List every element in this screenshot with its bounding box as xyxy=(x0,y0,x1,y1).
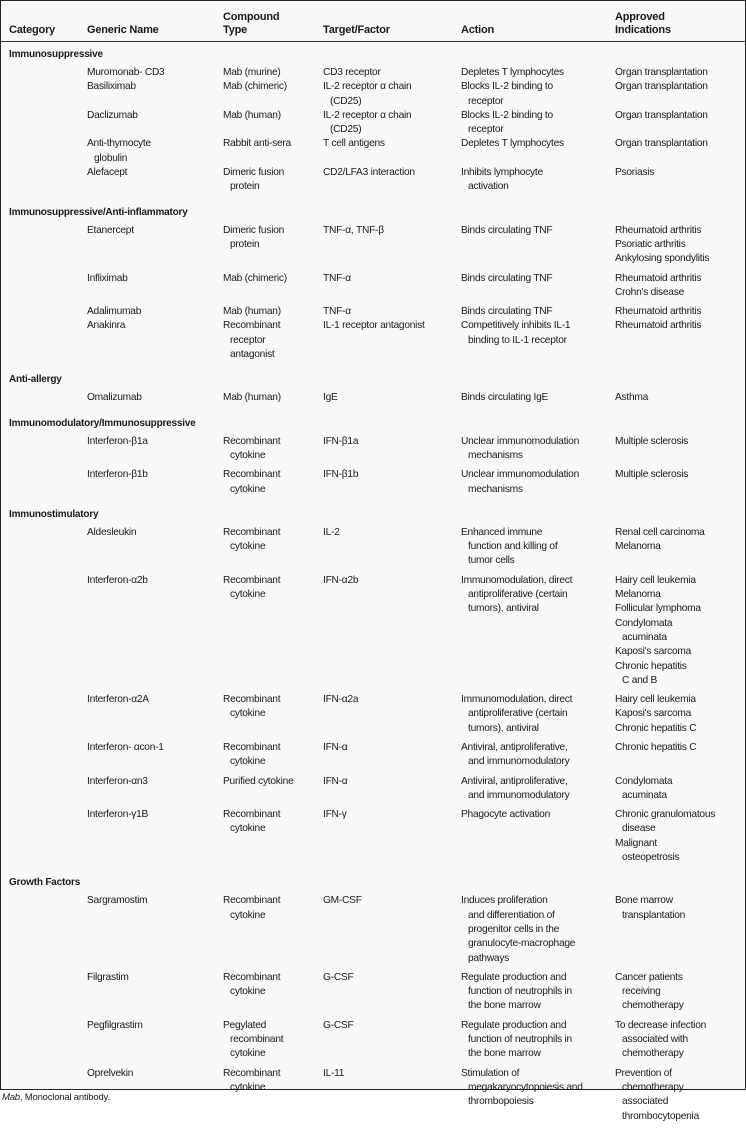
table-row xyxy=(1,66,745,80)
compound-type-cell: Recombinant cytokine xyxy=(223,574,281,601)
table-row xyxy=(1,319,745,367)
generic-name-cell: Interferon-α2A xyxy=(87,694,149,706)
table-row xyxy=(1,166,745,200)
category-cell xyxy=(9,741,87,770)
compound-type-cell: Pegylated recombinant cytokine xyxy=(223,1019,284,1060)
action-cell: Binds circulating TNF xyxy=(461,306,553,318)
category-cell xyxy=(9,775,87,804)
compound-type-cell: Recombinant cytokine xyxy=(223,469,281,495)
compound-type-cell: Mab (chimeric) xyxy=(223,272,287,284)
header-target-factor: Target/Factor xyxy=(323,24,390,36)
indication-item: Hairy cell leukemia xyxy=(615,574,696,586)
indication-item: Asthma xyxy=(615,392,649,404)
target-cell: CD2/LFA3 interaction xyxy=(323,167,415,179)
indication-item: Melanoma xyxy=(615,541,661,553)
compound-type-cell: Mab (murine) xyxy=(223,67,281,78)
generic-name-cell: Anti-thymocyte globulin xyxy=(87,138,151,164)
indications-cell xyxy=(615,971,745,1014)
action-cell: Blocks IL-2 binding to receptor xyxy=(461,81,553,107)
indications-cell xyxy=(615,775,745,804)
indication-item: Condylomata acuminata xyxy=(615,617,673,643)
generic-name-cell: Etanercept xyxy=(87,224,134,236)
indication-item: Follicular lymphoma xyxy=(615,603,701,615)
action-cell: Binds circulating TNF xyxy=(461,224,553,236)
category-cell xyxy=(9,468,87,497)
indications-cell xyxy=(615,741,745,770)
compound-type-cell: Dimeric fusion protein xyxy=(223,224,285,250)
action-cell: Induces proliferation and differentiation of progenitor cells in the granulocyte-macrophage pathways xyxy=(461,895,576,964)
target-cell: IL-1 receptor antagonist xyxy=(323,320,425,332)
table-row xyxy=(1,971,745,1019)
indications-cell xyxy=(615,894,745,965)
target-cell: GM-CSF xyxy=(323,895,362,907)
compound-type-cell: Mab (human) xyxy=(223,306,281,318)
indication-item: Chronic granulomatous disease xyxy=(615,809,716,835)
action-cell: Unclear immunomodulation mechanisms xyxy=(461,435,580,461)
compound-type-cell: Dimeric fusion protein xyxy=(223,167,285,193)
header-generic-name: Generic Name xyxy=(87,24,159,36)
action-cell: Antiviral, antiproliferative, and immunomodulatory xyxy=(461,775,570,801)
compound-type-cell: Mab (chimeric) xyxy=(223,81,287,93)
indication-item: Rheumatoid arthritis xyxy=(615,306,702,318)
compound-type-cell: Recombinant cytokine xyxy=(223,1067,281,1093)
table-row xyxy=(1,775,745,809)
target-cell: IFN-γ xyxy=(323,809,347,821)
compound-type-cell: Mab (human) xyxy=(223,109,281,121)
category-cell xyxy=(9,574,87,688)
indication-item: Cancer patients receiving chemotherapy xyxy=(615,971,684,1012)
indication-item: Organ transplantation xyxy=(615,138,708,150)
target-cell: IFN-α2a xyxy=(323,694,359,706)
indication-item: Bone marrow transplantation xyxy=(615,895,686,921)
target-cell: IFN-α xyxy=(323,775,348,787)
category-cell xyxy=(9,894,87,965)
indication-item: Chronic hepatitis C xyxy=(615,722,697,734)
header-approved-indications: Approved Indications xyxy=(615,11,671,36)
category-cell xyxy=(9,66,87,80)
footnote-abbr: Mab xyxy=(2,1092,20,1103)
target-cell: IFN-β1b xyxy=(323,469,359,481)
category-cell xyxy=(9,224,87,267)
generic-name-cell: Basiliximab xyxy=(87,81,136,93)
action-cell: Binds circulating IgE xyxy=(461,392,549,404)
generic-name-cell: Anakinra xyxy=(87,320,126,332)
indications-cell xyxy=(615,319,745,362)
compound-type-cell: Mab (human) xyxy=(223,392,281,404)
category-cell xyxy=(9,166,87,195)
table-row xyxy=(1,137,745,166)
indication-item: To decrease infection associated with chemotherapy xyxy=(615,1019,707,1060)
table-body xyxy=(1,42,745,1129)
category-cell xyxy=(9,391,87,405)
action-cell: Binds circulating TNF xyxy=(461,272,553,284)
indications-cell xyxy=(615,166,745,195)
generic-name-cell: Omalizumab xyxy=(87,392,142,404)
indications-cell xyxy=(615,1019,745,1062)
indication-item: Organ transplantation xyxy=(615,109,708,121)
category-cell xyxy=(9,1019,87,1062)
category-cell xyxy=(9,693,87,736)
indication-item: Rheumatoid arthritis xyxy=(615,224,702,236)
target-cell: TNF-α xyxy=(323,272,351,284)
table-row xyxy=(1,1019,745,1067)
category-cell xyxy=(9,109,87,138)
indications-cell xyxy=(615,574,745,688)
indications-cell xyxy=(615,224,745,267)
compound-type-cell: Recombinant cytokine xyxy=(223,694,281,720)
table-row xyxy=(1,391,745,410)
category-cell xyxy=(9,808,87,865)
compound-type-cell: Recombinant cytokine xyxy=(223,809,281,835)
compound-type-cell: Recombinant cytokine xyxy=(223,895,281,921)
compound-type-cell: Rabbit anti-sera xyxy=(223,138,291,150)
indications-cell xyxy=(615,391,745,405)
indication-item: Rheumatoid arthritis xyxy=(615,272,702,284)
generic-name-cell: Aldesleukin xyxy=(87,526,137,538)
category-cell xyxy=(9,137,87,166)
indication-item: Renal cell carcinoma xyxy=(615,526,705,538)
indications-cell xyxy=(615,468,745,497)
table-row xyxy=(1,526,745,574)
target-cell: IFN-α2b xyxy=(323,574,359,586)
indication-item: Crohn's disease xyxy=(615,286,684,298)
indications-cell xyxy=(615,808,745,865)
target-cell: G-CSF xyxy=(323,971,354,983)
indication-item: Kaposi's sarcoma xyxy=(615,646,692,658)
header-action: Action xyxy=(461,24,495,36)
action-cell: Immunomodulation, direct antiproliferative (certain tumors), antiviral xyxy=(461,574,573,615)
table-row xyxy=(1,693,745,741)
action-cell: Phagocyte activation xyxy=(461,809,551,821)
section-heading: Growth Factors xyxy=(9,877,81,889)
compound-type-cell: Recombinant receptor antagonist xyxy=(223,320,281,361)
generic-name-cell: Daclizumab xyxy=(87,109,138,121)
indication-item: Hairy cell leukemia xyxy=(615,694,696,706)
generic-name-cell: Adalimumab xyxy=(87,306,142,318)
indication-item: Rheumatoid arthritis xyxy=(615,320,702,332)
target-cell: IL-11 xyxy=(323,1067,345,1079)
generic-name-cell: Infliximab xyxy=(87,272,128,284)
target-cell: T cell antigens xyxy=(323,138,385,150)
header-compound-type: Compound Type xyxy=(223,11,280,36)
table-row xyxy=(1,741,745,775)
action-cell: Regulate production and function of neutrophils in the bone marrow xyxy=(461,1019,572,1060)
table-row xyxy=(1,305,745,319)
indications-cell xyxy=(615,435,745,464)
indication-item: Melanoma xyxy=(615,589,661,601)
indication-item: Chronic hepatitis C xyxy=(615,741,697,753)
indications-cell xyxy=(615,272,745,301)
action-cell: Depletes T lymphocytes xyxy=(461,138,564,150)
generic-name-cell: Interferon-β1b xyxy=(87,469,148,481)
generic-name-cell: Interferon-γ1B xyxy=(87,809,149,821)
section-heading: Immunomodulatory/Immunosuppressive xyxy=(9,417,196,429)
generic-name-cell: Interferon-αn3 xyxy=(87,775,148,787)
compound-type-cell: Recombinant cytokine xyxy=(223,435,281,461)
table-row xyxy=(1,272,745,306)
indications-cell xyxy=(615,137,745,166)
category-cell xyxy=(9,435,87,464)
footnote xyxy=(2,1092,110,1103)
indication-item: Multiple sclerosis xyxy=(615,469,689,481)
generic-name-cell: Muromonab- CD3 xyxy=(87,67,165,78)
section-heading: Immunosuppressive/Anti-inflammatory xyxy=(9,206,188,218)
generic-name-cell: Filgrastim xyxy=(87,971,129,983)
action-cell: Depletes T lymphocytes xyxy=(461,67,564,78)
action-cell: Antiviral, antiproliferative, and immunomodulatory xyxy=(461,741,570,768)
table-row xyxy=(1,808,745,870)
indications-cell xyxy=(615,80,745,109)
indication-item: Chronic hepatitis C and B xyxy=(615,660,687,686)
generic-name-cell: Oprelvekin xyxy=(87,1067,134,1079)
indication-item: Ankylosing spondylitis xyxy=(615,253,710,265)
section-heading: Anti-allergy xyxy=(9,374,62,386)
table-row xyxy=(1,468,745,502)
target-cell: IFN-α xyxy=(323,741,348,753)
action-cell: Enhanced immune function and killing of tumor cells xyxy=(461,526,558,567)
footnote-text: , Monoclonal antibody. xyxy=(19,1092,110,1103)
indications-cell xyxy=(615,1067,745,1124)
target-cell: IL-2 receptor α chain (CD25) xyxy=(323,109,412,136)
compound-type-cell: Recombinant cytokine xyxy=(223,971,281,998)
category-cell xyxy=(9,80,87,109)
indication-item: Malignant osteopetrosis xyxy=(615,837,680,864)
table-row xyxy=(1,894,745,970)
indication-item: Organ transplantation xyxy=(615,67,708,78)
action-cell: Competitively inhibits IL-1 binding to IL-1 receptor xyxy=(461,320,571,346)
indication-item: Organ transplantation xyxy=(615,81,708,93)
generic-name-cell: Interferon-α2b xyxy=(87,574,148,586)
action-cell: Blocks IL-2 binding to receptor xyxy=(461,109,553,136)
target-cell: IL-2 receptor α chain (CD25) xyxy=(323,81,412,107)
generic-name-cell: Pegfilgrastim xyxy=(87,1019,143,1031)
category-cell xyxy=(9,526,87,569)
action-cell: Inhibits lymphocyte activation xyxy=(461,167,543,193)
category-cell xyxy=(9,272,87,301)
action-cell: Regulate production and function of neutrophils in the bone marrow xyxy=(461,971,572,1012)
category-cell xyxy=(9,305,87,319)
section-heading: Immunosuppressive xyxy=(9,49,103,60)
action-cell: Unclear immunomodulation mechanisms xyxy=(461,469,580,495)
table-row xyxy=(1,109,745,138)
table-row xyxy=(1,574,745,693)
compound-type-cell: Recombinant cytokine xyxy=(223,526,281,553)
action-cell: Immunomodulation, direct antiproliferative (certain tumors), antiviral xyxy=(461,694,573,734)
indication-item: Condylomata acuminata xyxy=(615,775,673,801)
category-cell xyxy=(9,971,87,1014)
indications-cell xyxy=(615,66,745,80)
category-cell xyxy=(9,319,87,362)
table-row xyxy=(1,1067,745,1129)
indication-item: Psoriatic arthritis xyxy=(615,238,686,250)
compound-type-cell: Recombinant cytokine xyxy=(223,741,281,768)
indication-item: Kaposi's sarcoma xyxy=(615,708,692,720)
target-cell: TNF-α, TNF-β xyxy=(323,224,384,236)
indications-cell xyxy=(615,526,745,569)
target-cell: TNF-α xyxy=(323,306,351,318)
indications-cell xyxy=(615,693,745,736)
table-row xyxy=(1,435,745,469)
compound-type-cell: Purified cytokine xyxy=(223,775,294,787)
indications-cell xyxy=(615,109,745,138)
target-cell: CD3 receptor xyxy=(323,67,381,78)
section-heading: Immunostimulatory xyxy=(9,508,99,520)
target-cell: IgE xyxy=(323,392,338,404)
target-cell: G-CSF xyxy=(323,1019,354,1031)
target-cell: IL-2 xyxy=(323,526,340,538)
table-header xyxy=(1,1,745,42)
action-cell: Stimulation of megakaryocytopoiesis and thrombopoiesis xyxy=(461,1067,583,1108)
generic-name-cell: Interferon- αcon-1 xyxy=(87,741,164,753)
generic-name-cell: Sargramostim xyxy=(87,895,148,907)
target-cell: IFN-β1a xyxy=(323,435,359,447)
table-row xyxy=(1,80,745,109)
indication-item: Multiple sclerosis xyxy=(615,435,689,447)
table-row xyxy=(1,224,745,272)
header-category: Category xyxy=(9,24,56,36)
indication-item: Psoriasis xyxy=(615,167,655,179)
generic-name-cell: Alefacept xyxy=(87,167,128,179)
indication-item: Prevention of chemotherapy associated thrombocytopenia xyxy=(615,1067,699,1122)
generic-name-cell: Interferon-β1a xyxy=(87,435,148,447)
indications-cell xyxy=(615,305,745,319)
